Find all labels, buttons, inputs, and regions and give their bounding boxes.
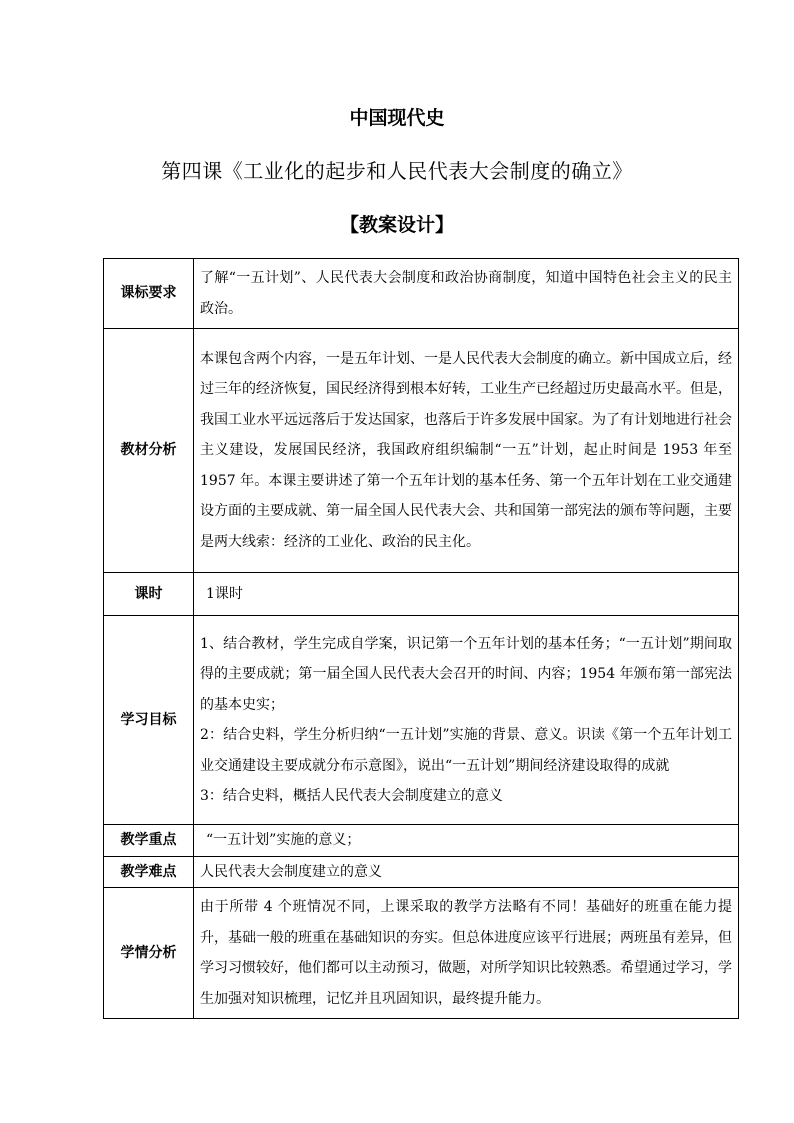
row-content-class-hours [194, 573, 739, 616]
row-label-curriculum-requirement: 课标要求 [104, 259, 194, 329]
lesson-plan-table [103, 258, 739, 1019]
paragraph: 1课时 [206, 585, 243, 602]
row-label-teaching-focus: 教学重点 [104, 825, 194, 857]
table-row [104, 825, 739, 857]
row-content-textbook-analysis [194, 329, 739, 573]
paragraph: 了解“一五计划”、人民代表大会制度和政治协商制度，知道中国特色社会主义的民主政治。 [200, 270, 732, 317]
row-label-student-analysis: 学情分析 [104, 888, 194, 1019]
table-row [104, 573, 739, 616]
paragraph: 由于所带 4 个班情况不同，上课采取的教学方法略有不同！基础好的班重在能力提升，基础一般的班重在基础知识的夯实。但总体进度应该平行进展；两班虽有差异，但学习习惯较好，他们都可以主动预习，做题，对所学知识比较熟悉。希望通过学习，学生加强对知识梳理，记忆并且巩固知识，最终提升能力。 [200, 899, 732, 1007]
document-title: 中国现代史 [349, 107, 445, 129]
paragraph: 2：结合史料，学生分析归纳“一五计划”实施的背景、意义。识读《第一个五年计划工业交通建设主要成就分布示意图》，说出“一五计划”期间经济建设取得的成就 [200, 727, 732, 774]
table-row [104, 329, 739, 573]
row-label-learning-objectives: 学习目标 [104, 616, 194, 825]
paragraph: 本课包含两个内容，一是五年计划、一是人民代表大会制度的确立。新中国成立后，经过三年的经济恢复，国民经济得到根本好转，工业生产已经超过历史最高水平。但是，我国工业水平远远落后于发达国家，也落后于许多发展中国家。为了有计划地进行社会主义建设，发展国民经济，我国政府组织编制“一五”计划，起止时间是 1953 年至 1957 年。本课主要讲述了第一个五年计划的基本任务、第一个五年计划在工业交通建设方面的主要成就、第一届全国人民代表大会、共和国第一部宪法的颁布等问题，主要是两大线索：经济的工业化、政治的民主化。 [200, 350, 732, 550]
lesson-subtitle: 第四课《工业化的起步和人民代表大会制度的确立》 [161, 159, 633, 183]
row-label-textbook-analysis: 教材分析 [104, 329, 194, 573]
row-label-teaching-difficulty: 教学难点 [104, 856, 194, 888]
table-row [104, 616, 739, 825]
paragraph: 人民代表大会制度建立的意义 [200, 863, 382, 880]
table-row [104, 259, 739, 329]
row-content-teaching-difficulty [194, 856, 739, 888]
paragraph: “一五计划”实施的意义； [206, 832, 361, 849]
row-content-curriculum-requirement [194, 259, 739, 329]
row-label-class-hours: 课时 [104, 573, 194, 616]
paragraph: 3：结合史料，概括人民代表大会制度建立的意义 [200, 788, 503, 804]
section-heading: 【教案设计】 [339, 214, 454, 236]
row-content-learning-objectives [194, 616, 739, 825]
paragraph: 1、结合教材，学生完成自学案，识记第一个五年计划的基本任务；“一五计划”期间取得的主要成就；第一届全国人民代表大会召开的时间、内容；1954 年颁布第一部宪法的基本史实； [200, 635, 732, 713]
row-content-student-analysis [194, 888, 739, 1019]
table-row [104, 888, 739, 1019]
row-content-teaching-focus [194, 825, 739, 857]
table-row [104, 856, 739, 888]
